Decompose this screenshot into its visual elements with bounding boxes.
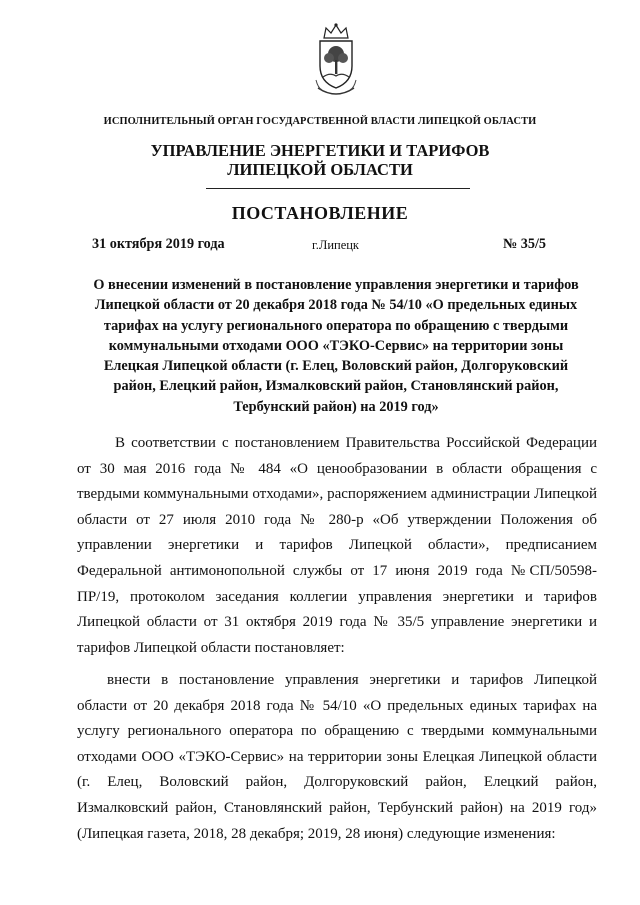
document-number: № 35/5 bbox=[502, 236, 546, 252]
office-name-line-1: УПРАВЛЕНИЕ ЭНЕРГЕТИКИ И ТАРИФОВ bbox=[150, 141, 490, 160]
office-name bbox=[0, 141, 640, 179]
coat-of-arms-icon bbox=[314, 22, 358, 98]
body-paragraph-2: внести в постановление управления энергетики и тарифов Липецкой области от 20 декабря 2018 года № 54/10 «О предельных единых тарифах на услугу регионального оператора по обращению с твердыми коммунальными отходами ООО «ТЭКО-Сервис» на территории зоны Елецкая Липецкой области (г. Елец, Воловский район, Долгоруковский район, Елецкий район, Измалковский район, Становлянский район, Тербунский район) на 2019 год» (Липецкая газета, 2018, 28 декабря; 2019, 28 июня) следующие изменения: bbox=[77, 672, 597, 842]
body-paragraph-1: В соответствии с постановлением Правительства Российской Федерации от 30 мая 2016 года № 484 «О ценообразовании в области обращения с твердыми коммунальными отходами», распоряжением администрации Липецкой области от 27 июля 2010 года № 280-р «Об утверждении Положения об управлении энергетики и тарифов Липецкой области», предписанием Федеральной антимонопольной службы от 17 июня 2019 года №СП/50598-ПР/19, протоколом заседания коллегии управления энергетики и тарифов Липецкой области от 31 октября 2019 года № 35/5 управление энергетики и тарифов Липецкой области постановляет: bbox=[77, 435, 597, 656]
header-divider bbox=[206, 188, 470, 189]
document-city: г.Липецк bbox=[312, 238, 360, 252]
office-name-line-2: ЛИПЕЦКОЙ ОБЛАСТИ bbox=[227, 160, 413, 179]
document-date: 31 октября 2019 года bbox=[92, 236, 225, 252]
document-subject: О внесении изменений в постановление управления энергетики и тарифов Липецкой области от 20 декабря 2018 года № 54/10 «О предельных единых тарифах на услугу регионального оператора по обращению с твердыми коммунальными отходами ООО «ТЭКО-Сервис» на территории зоны Елецкая Липецкой области (г. Елец, Воловский район, Долгоруковский район, Елецкий район, Измалковский район, Становлянский район, Тербунский район) на 2019 год» bbox=[93, 277, 579, 415]
document-title: ПОСТАНОВЛЕНИЕ bbox=[231, 203, 409, 223]
authority-line: ИСПОЛНИТЕЛЬНЫЙ ОРГАН ГОСУДАРСТВЕННОЙ ВЛАСТИ ЛИПЕЦКОЙ ОБЛАСТИ bbox=[103, 116, 537, 127]
